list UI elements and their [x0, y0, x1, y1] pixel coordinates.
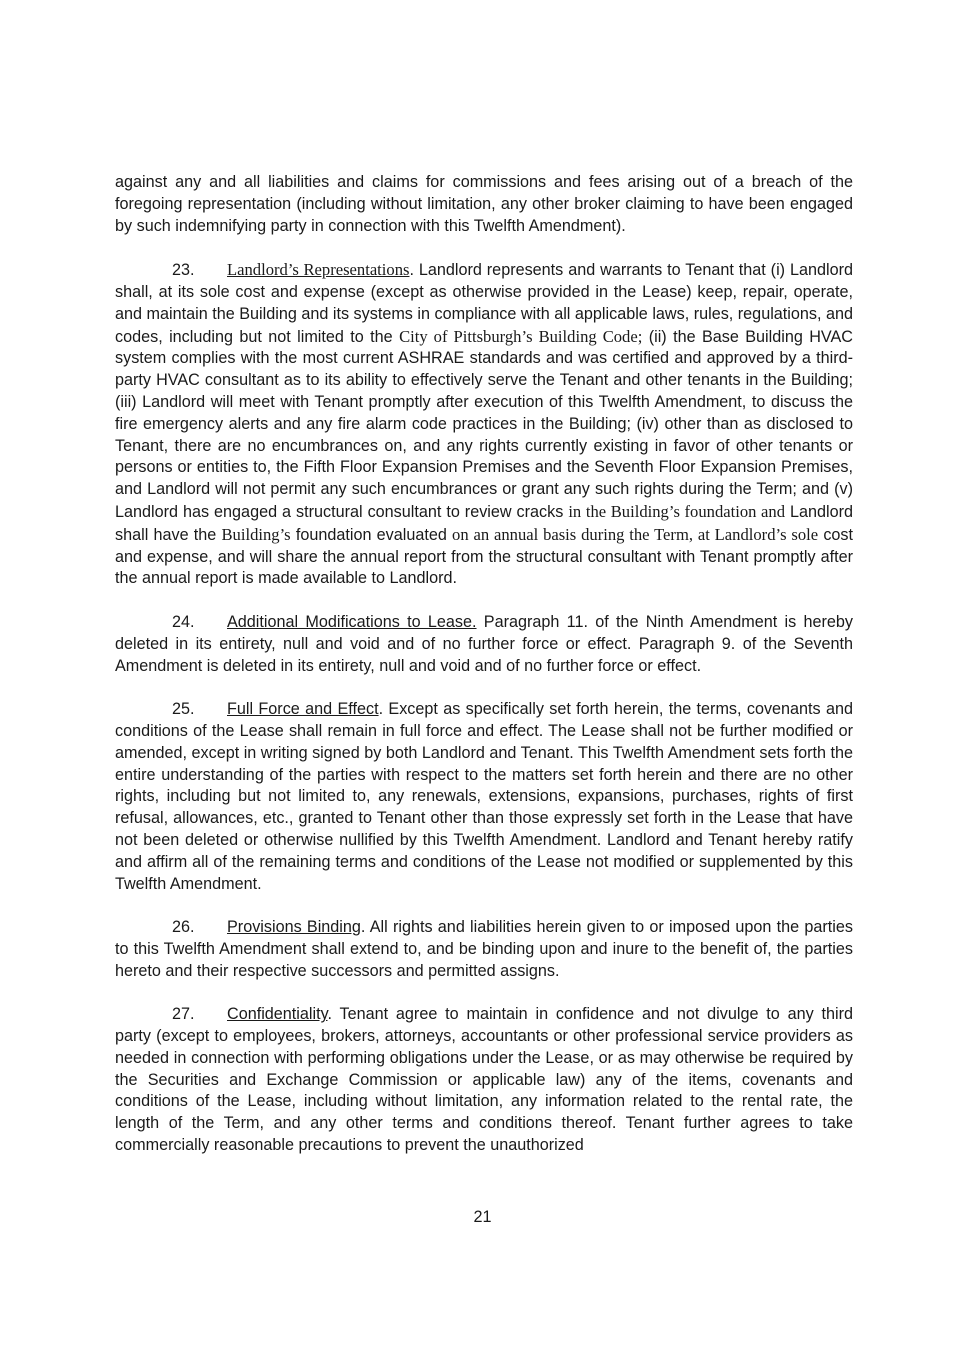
section-23-body-part-2: (ii) the Base Building HVAC system complies with the most current ASHRAE standards and was certified and approved by a third-party HVAC consultant as to its ability to effectively serve the Tenant and other tenants in the Building; (iii) Landlord will meet with Tenant promptly after execution of this Twelfth Amendment, to discuss the fire emergency alerts and any fire alarm code practices in the Building; (iv) other than as disclosed to Tenant, there are no encumbrances on, and any rights currently existing in favor of other tenants or persons or entities to, the Fifth Floor Expansion Premises and the Seventh Floor Expansion Premises, and Landlord will not permit any such encumbrances or grant any such rights during the Term; and (v) Landlord has engaged a structural consultant to review cracks [115, 327, 854, 521]
section-25-heading: Full Force and Effect [227, 700, 379, 719]
section-25-number: 25. [172, 700, 195, 719]
section-27-body: . Tenant agree to maintain in confidence and not divulge to any third party (except to employees, brokers, attorneys, accountants or other professional service providers as needed in connection with performing obligations under the Lease, or as may otherwise be required by the Securities and Exchange Commission or applicable law) any of the items, covenants and conditions of the Lease, including without limitation, any information related to the rental rate, the length of the Term, and any other terms and conditions thereof. Tenant further agrees to take commercially reasonable precautions to prevent the unauthorized [115, 1005, 853, 1155]
section-23-body-part-3: Landlord shall have the [115, 502, 853, 544]
section-24-paragraph [115, 612, 853, 677]
section-27-number: 27. [172, 1005, 195, 1024]
page-number: 21 [473, 1208, 492, 1226]
section-26-number: 26. [172, 918, 195, 937]
section-27-heading: Confidentiality [227, 1005, 328, 1024]
document-body [115, 172, 853, 1157]
section-23-serif-part-4: on an annual basis during the Term, at Landlord’s sole [452, 524, 819, 544]
section-25-paragraph [115, 699, 853, 895]
section-27-paragraph [115, 1004, 853, 1157]
section-23-body-part-4: foundation evaluated [290, 525, 453, 544]
section-25-body: . Except as specifically set forth herein, the terms, covenants and conditions of the Lease shall remain in full force and effect. The Lease shall not be further modified or amended, except in writing signed by both Landlord and Tenant. This Twelfth Amendment sets forth the entire understanding of the parties with respect to the matters set forth herein and there are no other rights, including but not limited to, any renewals, extensions, expansions, purchases, rights of first refusal, allowances, etc., granted to Tenant other than those expressly set forth in the Lease that have not been deleted or otherwise nullified by this Twelfth Amendment. Landlord and Tenant hereby ratify and affirm all of the remaining terms and conditions of the Lease not modified or supplemented by this Twelfth Amendment. [115, 700, 853, 893]
section-23-body-part-1: . Landlord represents and warrants to Tenant that (i) Landlord shall, at its sole cost and expense (except as otherwise provided in the Lease) keep, repair, operate, and maintain the Building and its systems in compliance with all applicable laws, rules, regulations, and codes, including but not limited to the [115, 261, 853, 346]
section-26-body: . All rights and liabilities herein given to or imposed upon the parties to this Twelfth Amendment shall extend to, and be binding upon and inure to the benefit of, the parties hereto and their respective successors and permitted assigns. [115, 918, 853, 980]
section-23-paragraph [115, 259, 853, 590]
section-26-paragraph [115, 917, 853, 982]
section-23-heading: Landlord’s Representations [227, 260, 410, 280]
section-24-number: 24. [172, 612, 195, 631]
section-23-serif-part-1: City of Pittsburgh’s Building Code; [399, 326, 643, 346]
section-23-serif-part-3: Building’s [221, 524, 291, 544]
section-23-number: 23. [172, 261, 195, 280]
section-23-serif-part-2: in the Building’s foundation and [568, 501, 786, 521]
section-26-heading: Provisions Binding [227, 918, 361, 937]
section-24-heading: Additional Modifications to Lease. [227, 612, 477, 631]
section-24-body: Paragraph 11. of the Ninth Amendment is hereby deleted in its entirety, null and void and of no further force or effect. Paragraph 9. of the Seventh Amendment is deleted in its entirety, null and void and of no further force or effect. [115, 612, 853, 675]
section-23-body-part-5: cost and expense, and will share the annual report from the structural consultant with Tenant promptly after the annual report is made available to Landlord. [115, 525, 854, 588]
continuation-paragraph: against any and all liabilities and claims for commissions and fees arising out of a breach of the foregoing representation (including without limitation, any other broker claiming to have been engaged by such indemnifying party in connection with this Twelfth Amendment). [115, 173, 853, 235]
